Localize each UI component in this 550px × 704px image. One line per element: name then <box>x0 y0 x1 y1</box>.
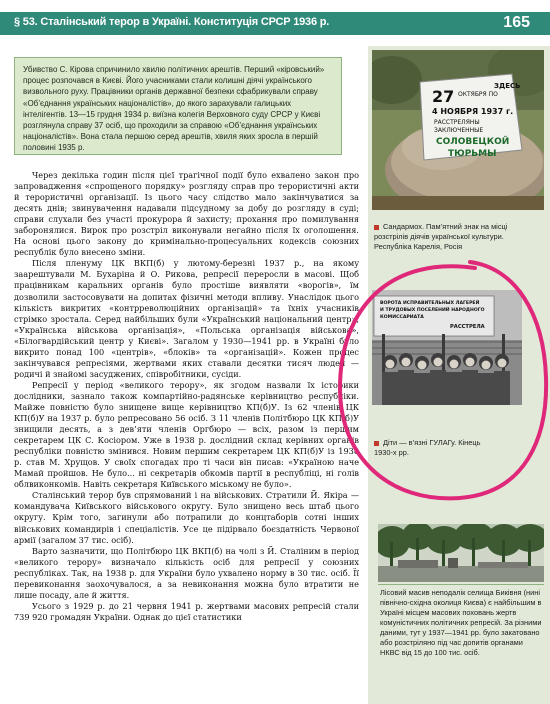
paragraph: Сталінський терор був спрямований і на військових. Стратили Й. Якіра — командувача Київського військового округу. Було знищено весь штаб цього округу. Крім того, загинули або потрапили до концтаборів сотні інших військових командирів і спеціалістів. Усе це підірвало боєздатність Червоної армії (загалом 37 тис. осіб). <box>14 490 359 545</box>
intro-box <box>14 57 342 155</box>
monument-photo <box>372 50 544 210</box>
paragraph: Усього з 1929 р. до 21 червня 1941 р. жертвами масових репресій стали 739 920 громадян України. Однак до цієї статистики <box>14 600 359 622</box>
caption-text: Діти — в’язні ГУЛАГу. Кінець 1930-х рр. <box>374 438 481 457</box>
monument-text-line: ОКТЯБРЯ ПО <box>458 91 498 98</box>
intro-text: Убивство С. Кірова спричинило хвилю політичних арештів. Перший «кіровський» процес розпочався в Києві. Його учасниками стали колишні діячі українського визвольного руху. Працівники органів державної безпеки сфабрикували справу «Об’єднання українських націоналістів», до якого зарахували галицьких інтелігентів. 13—15 грудня 1934 р. виїзна колегія Верховного суду СРСР у Києві розглянула справу 37 осіб, що проходили за справою «Об’єднання українських націоналістів». Вона стала першою серед арештів, хвиля яких зросла в першій половині 1935 р. <box>23 65 325 153</box>
paragraph: Варто зазначити, що Політбюро ЦК ВКП(б) на чолі з Й. Сталіним в період «великого терору» визначало кількість осіб для репресії у союзних республіках. Так, на 1938 р. для України було ухвалено норму в 30 тис. осіб. Її перевиконання заохочувалося, а за невиконання можна було втратити не лише посаду, але й життя. <box>14 545 359 600</box>
gulag-sign-line: ВОРОТА ИСПРАВИТЕЛЬНЫХ ЛАГЕРЕЙ <box>380 301 480 306</box>
monument-text-line: РАССТРЕЛЯНЫ <box>434 119 480 126</box>
bykivnia-caption <box>380 588 542 658</box>
caption-text: Сандармох. Пам’ятний знак на місці розстрілів діячів української культури. Республіка Карелія, Росія <box>374 222 508 251</box>
gulag-sign-line: КОМИССАРИАТА <box>380 315 424 320</box>
paragraph: Після пленуму ЦК ВКП(б) у лютому-березні 1937 р., на якому заарештували М. Бухаріна й О. Рикова, репресії переросли в масові. Щоб працівникам каральних органів було простіше виявляти «ворогів», їм дозволили застосовувати на допитах фізичні методи впливу. Унаслідок цього кількість викритих «контрреволюційних організацій» та їхніх учасників стрімко зростала. Серед найбільших були «Український національний центр», «Українська військова організація», «Польська організація військова», «Білогвардійський центр у Києві». Загалом у 1930—1941 рр. в Україні було викрито понад 100 «центрів», «блоків» та «організацій». Кожен процес закінчувався репресіями, жертвами яких ставали десятки тисяч людей — родичі й знайомі засуджених, співробітники, сусіди. <box>14 258 359 379</box>
paragraph: Через декілька годин після цієї трагічної події було ехвалено закон про запровадження «спрощеного порядку» розгляду справ про терористичні акти й терористичні організації. Із цього часу слідство мало закінчуватися за десять днів; звинувачення надавали підсудному за добу до розгляду в суді; справи слухали без участі прокурора й захисту; прохання про помилування заборонялися. Вирок про розстріл виконували негайно після їх оголошення. На основі цього закону до кримінально-процесуальних кодексів союзних республік було внесено зміни. <box>14 170 359 258</box>
annotation-circle <box>300 228 550 528</box>
caption-divider <box>378 584 544 585</box>
monument-text-line: 4 НОЯБРЯ 1937 г. <box>432 107 514 116</box>
gulag-sign-line: И ТРУДОВЫХ ПОСЕЛЕНИЙ НАРОДНОГО <box>380 308 485 313</box>
paragraph: Репресії у період «великого терору», як згодом назвали їх історики дослідники, зазнало також компартійно-радянське керівництво республіки. Майже повністю було знищене вище керівництво КП(б)У. Із 62 членів ЦК КП(б)У на 1937 р. було репресовано 56 осіб. З 11 членів Політбюро ЦК КП(б)У знищили десять, а з дев’яти членів Оргбюро — всіх, разом із першим секретарем ЦК С. Косіором. Уже в 1938 р. дослідний склад керівних органів республіки повністю змінився. Новим першим секретарем ЦК КП(б)У із 1938 р. став М. Хрущов. У своїх спогадах про ті часи він писав: «Україною наче Мамай пройшов. Не було... ні секретарів обкомів партії в республіці, ні голів облвиконкомів. Навіть секретаря Київського міському не було». <box>14 379 359 490</box>
monument-text-line: СОЛОВЕЦКОЙ <box>436 137 510 147</box>
monument-text-line: ЗАКЛЮЧЕННЫЕ <box>434 127 484 134</box>
bykivnia-forest-photo <box>378 524 544 582</box>
page-header <box>0 0 550 46</box>
monument-text-line: 27 <box>432 87 455 106</box>
page-number: 165 <box>503 14 530 31</box>
section-title: § 53. Сталінський терор в Україні. Конституція СРСР 1936 р. <box>14 16 330 28</box>
monument-text-line: ТЮРЬМЫ <box>448 149 497 159</box>
gulag-sign-line: РАССТРЕЛА <box>450 324 485 330</box>
caption-text: Лісовий масив неподалік селища Биківня (нині північно-східна околиця Києва) є найбільшим в Україні місцем масових поховань жертв комуністичних політичних репресій. За різними даними, тут у 1937—1941 рр. було закатовано або розстріляно під час допитів органами НКВС від 15 до 100 тис. осіб. <box>380 588 542 657</box>
monument-text-line: ЗДЕСЬ <box>494 82 521 90</box>
